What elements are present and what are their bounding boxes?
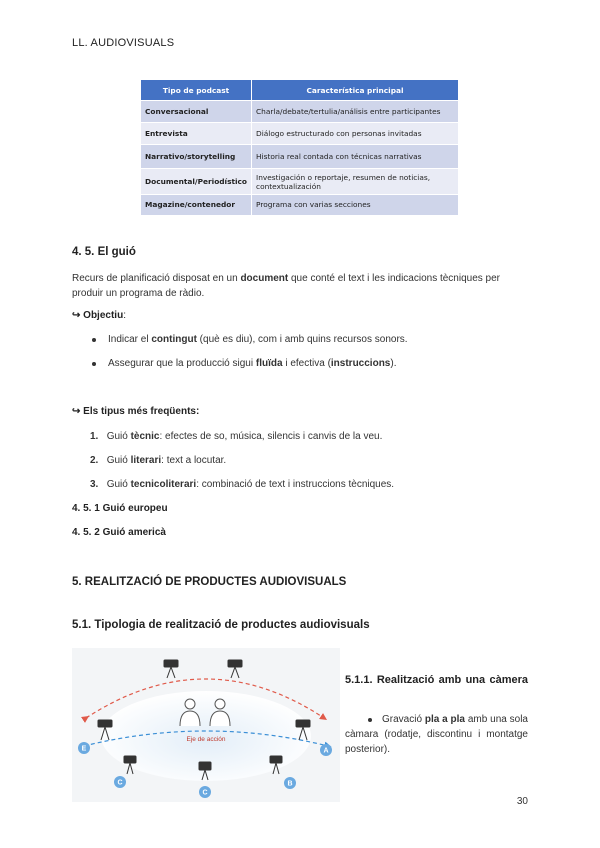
intro-text: que conté el text i les indicacions tècniques per produir un programa de ràdio. — [72, 273, 501, 299]
subsection-title-tipologia: 5.1. Tipologia de realització de productes audiovisuals — [72, 619, 370, 631]
subsection-guio-europeu: 4. 5. 1 Guió europeu — [72, 503, 168, 514]
table-row — [141, 123, 458, 145]
table-cell-type: Documental/Periodístico — [141, 169, 252, 195]
table-header-cell: Tipo de podcast — [141, 80, 252, 101]
table-cell-feature: Charla/debate/tertulia/análisis entre participantes — [252, 101, 458, 123]
podcast-types-table — [141, 80, 458, 215]
section-title-guio: 4. 5. El guió — [72, 246, 136, 258]
subsection-guio-america: 4. 5. 2 Guió americà — [72, 527, 166, 538]
position-label: B — [287, 780, 293, 788]
page-number: 30 — [516, 796, 528, 807]
objectiu-label: ↪ Objectiu: — [72, 310, 126, 321]
table-cell-type: Conversacional — [141, 101, 252, 123]
intro-bold: document — [240, 273, 289, 284]
camera-axis-diagram — [72, 648, 340, 802]
position-label: A — [323, 747, 329, 755]
section-title-realitzacio: 5. REALITZACIÓ DE PRODUCTES AUDIOVISUALS — [72, 576, 347, 588]
tipus-item: 2. Guió literari: text a locutar. — [90, 455, 227, 466]
table-cell-type: Entrevista — [141, 123, 252, 145]
guio-intro — [72, 271, 530, 301]
table-cell-feature: Programa con varias secciones — [252, 195, 458, 215]
tipus-item: 3. Guió tecnicoliterari: combinació de text i instruccions tècniques. — [90, 479, 395, 490]
arrow-icon: ↪ — [72, 310, 81, 321]
table-row — [141, 145, 458, 169]
page-header: LL. AUDIOVISUALS — [72, 37, 175, 49]
table-cell-type: Magazine/contenedor — [141, 195, 252, 215]
intro-text: Recurs de planificació disposat en un — [72, 273, 241, 284]
una-camera-bullet: Gravació pla a pla amb una sola càmara (rodatje, discontinu i montatge posterior). — [345, 714, 528, 755]
axis-label: Eje de acción — [186, 736, 226, 743]
table-cell-feature: Historia real contada con técnicas narrativas — [252, 145, 458, 169]
objectiu-bullet: Indicar el contingut (què es diu), com i amb quins recursos sonors. — [108, 334, 408, 345]
bullet-dot — [92, 338, 96, 342]
table-cell-feature: Diálogo estructurado con personas invitadas — [252, 123, 458, 145]
position-label: C — [117, 779, 123, 787]
bullet-dot — [92, 362, 96, 366]
table-cell-feature: Investigación o reportaje, resumen de noticias, contextualización — [252, 169, 458, 195]
table-header-cell: Característica principal — [252, 80, 458, 101]
tipus-label: ↪ Els tipus més freqüents: — [72, 406, 200, 417]
position-label: E — [81, 745, 87, 753]
subsection-title-una-camera: 5.1.1. Realització amb una càmera — [345, 674, 528, 686]
table-row — [141, 101, 458, 123]
table-row — [141, 195, 458, 215]
table-row — [141, 169, 458, 195]
table-cell-type: Narrativo/storytelling — [141, 145, 252, 169]
arrow-icon: ↪ — [72, 406, 81, 417]
tipus-item: 1. Guió tècnic: efectes de so, música, silencis i canvis de la veu. — [90, 431, 383, 442]
position-label: C — [202, 789, 208, 797]
objectiu-bullet: Assegurar que la producció sigui fluïda i efectiva (instruccions). — [108, 358, 397, 369]
table-header-row — [141, 80, 458, 101]
